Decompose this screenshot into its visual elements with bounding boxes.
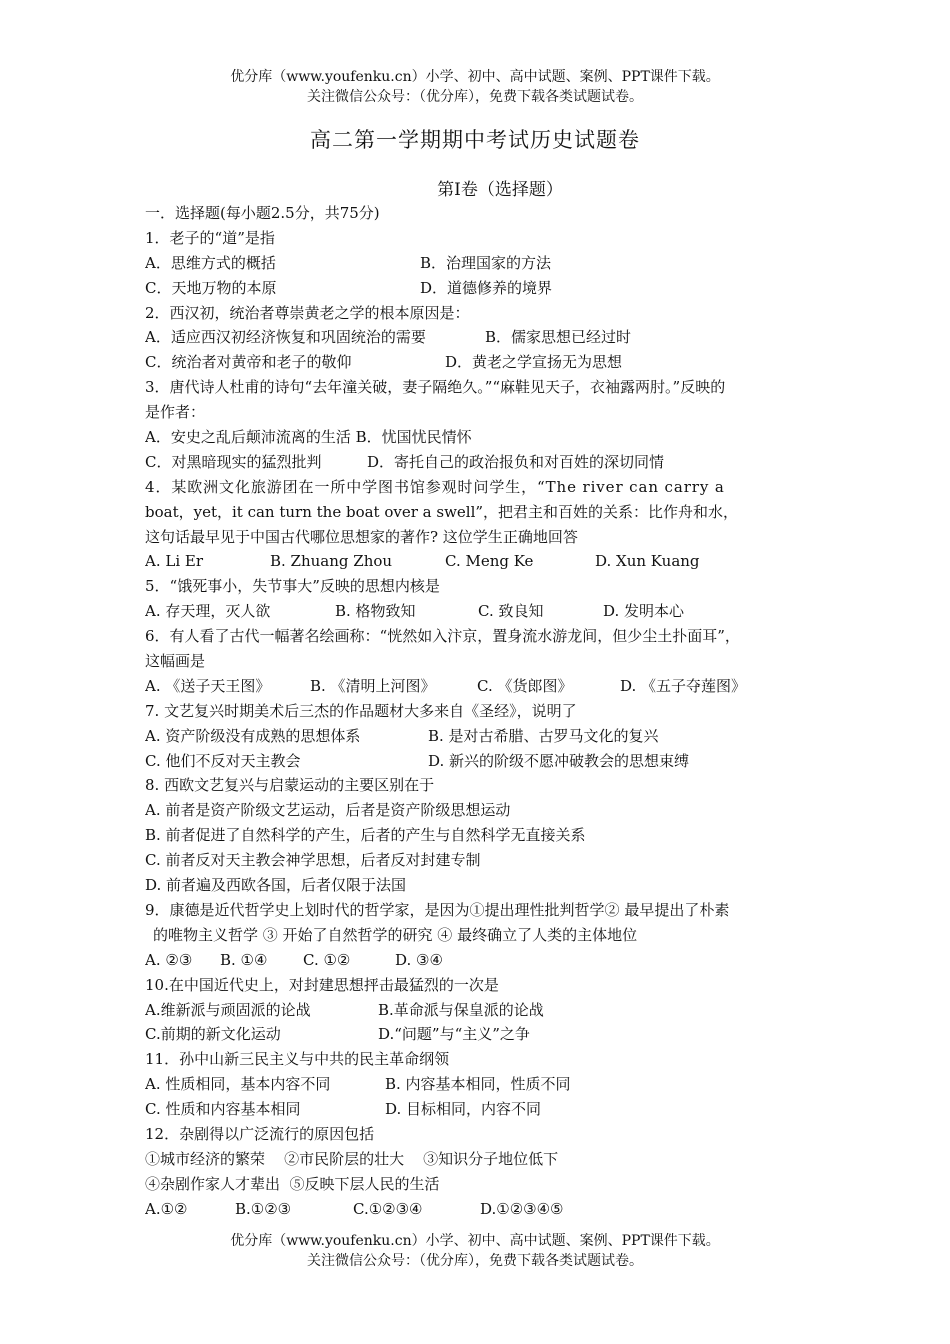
- question-6-option-a: A. 《送子天王图》: [145, 676, 271, 695]
- question-11-option-b: B. 内容基本相同，性质不同: [385, 1075, 571, 1094]
- question-11-options-row-1: [145, 1072, 810, 1097]
- question-4-stem-line-3: 这句话最早见于中国古代哪位思想家的著作? 这位学生正确地回答: [145, 527, 578, 546]
- question-12-items-line-1: ①城市经济的繁荣 ②市民阶层的壮大 ③知识分子地位低下: [145, 1149, 559, 1168]
- footer-promo-line-2: 关注微信公众号：（优分库），免费下载各类试题试卷。: [307, 1253, 643, 1269]
- question-11-options-row-2: [145, 1097, 810, 1122]
- question-1-option-c: C．天地万物的本原: [145, 278, 277, 297]
- question-2-option-a: A．适应西汉初经济恢复和巩固统治的需要: [145, 328, 426, 347]
- question-10-option-c: C.前期的新文化运动: [145, 1025, 281, 1044]
- question-10-stem: 10.在中国近代史上，对封建思想抨击最猛烈的一次是: [145, 975, 499, 994]
- question-4-options-row: [145, 549, 810, 574]
- question-9-stem-line-1: 9．康德是近代哲学史上划时代的哲学家，是因为①提出理性批判哲学② 最早提出了朴素: [145, 900, 730, 919]
- question-12-stem: 12．杂剧得以广泛流行的原因包括: [145, 1124, 375, 1143]
- question-5-option-c: C. 致良知: [478, 602, 544, 621]
- question-5-options-row: [145, 599, 810, 624]
- question-9-option-b: B. ①④: [220, 950, 268, 969]
- section-volume-title: 第Ⅰ卷（选择题）: [437, 180, 563, 200]
- question-12-options-row: [145, 1197, 810, 1222]
- question-11-option-d: D. 目标相同，内容不同: [385, 1100, 542, 1119]
- question-11-stem: 11．孙中山新三民主义与中共的民主革命纲领: [145, 1050, 450, 1069]
- question-3-option-d: D．寄托自己的政治报负和对百姓的深切同情: [367, 452, 665, 471]
- question-2-option-c: C．统治者对黄帝和老子的敬仰: [145, 353, 352, 372]
- question-3-stem-line-2: 是作者：: [145, 403, 206, 422]
- page-title: 高二第一学期期中考试历史试题卷: [310, 128, 640, 152]
- question-7-option-a: A. 资产阶级没有成熟的思想体系: [145, 726, 361, 745]
- question-2-option-d: D．黄老之学宣扬无为思想: [445, 353, 623, 372]
- question-5-stem: 5．“饿死事小，失节事大”反映的思想内核是: [145, 577, 440, 596]
- question-7-stem: 7. 文艺复兴时期美术后三杰的作品题材大多来自《圣经》，说明了: [145, 701, 577, 720]
- question-4-stem-line-1: 4．某欧洲文化旅游团在一所中学图书馆参观时问学生，“The river can carry a: [145, 477, 725, 496]
- questions-body: [145, 201, 810, 1222]
- question-8-option-b: B. 前者促进了自然科学的产生，后者的产生与自然科学无直接关系: [145, 826, 586, 845]
- question-3-option-c: C．对黑暗现实的猛烈批判: [145, 452, 322, 471]
- question-1-options-row-1: [145, 251, 810, 276]
- question-12-items-line-2: ④杂剧作家人才辈出 ⑤反映下层人民的生活: [145, 1174, 440, 1193]
- header-promo-line-2: 关注微信公众号：（优分库），免费下载各类试题试卷。: [307, 89, 643, 105]
- question-7-option-b: B. 是对古希腊、古罗马文化的复兴: [428, 726, 659, 745]
- question-12-option-b: B.①②③: [235, 1199, 292, 1218]
- question-4-stem-line-2: boat，yet，it can turn the boat over a swell”，把君主和百姓的关系：比作舟和水，: [145, 502, 739, 521]
- section-heading: 一．选择题(每小题2.5分，共75分): [145, 204, 380, 222]
- question-2-options-row-2: [145, 350, 810, 375]
- question-4-option-b: B. Zhuang Zhou: [270, 552, 393, 571]
- question-5-option-a: A. 存天理，灭人欲: [145, 602, 271, 621]
- question-7-options-row-2: [145, 749, 810, 774]
- question-10-options-row-1: [145, 998, 810, 1023]
- question-4-option-d: D. Xun Kuang: [595, 552, 700, 571]
- question-10-option-d: D.“问题”与“主义”之争: [378, 1025, 530, 1044]
- question-6-options-row: [145, 674, 810, 699]
- question-6-stem-line-2: 这幅画是: [145, 652, 206, 671]
- question-3-stem-line-1: 3．唐代诗人杜甫的诗句“去年潼关破，妻子隔绝久。”“麻鞋见天子，衣袖露两肘。”反映的: [145, 378, 726, 397]
- question-8-option-c: C. 前者反对天主教会神学思想，后者反对封建专制: [145, 851, 481, 870]
- question-8-stem: 8. 西欧文艺复兴与启蒙运动的主要区别在于: [145, 776, 435, 795]
- question-1-options-row-2: [145, 276, 810, 301]
- question-7-options-row-1: [145, 724, 810, 749]
- question-9-option-c: C. ①②: [303, 950, 351, 969]
- question-5-option-b: B. 格物致知: [335, 602, 416, 621]
- question-10-option-a: A.维新派与顽固派的论战: [145, 1000, 311, 1019]
- question-3-options-row-2: [145, 450, 810, 475]
- question-12-option-c: C.①②③④: [353, 1199, 423, 1218]
- question-10-option-b: B.革命派与保皇派的论战: [378, 1000, 544, 1019]
- question-1-option-b: B．治理国家的方法: [420, 253, 552, 272]
- question-8-option-d: D. 前者遍及西欧各国，后者仅限于法国: [145, 876, 407, 895]
- question-4-option-c: C. Meng Ke: [445, 552, 534, 571]
- question-6-option-c: C. 《货郎图》: [477, 676, 573, 695]
- question-11-option-a: A. 性质相同，基本内容不同: [145, 1075, 331, 1094]
- question-2-option-b: B．儒家思想已经过时: [485, 328, 632, 347]
- question-6-option-b: B. 《清明上河图》: [310, 676, 436, 695]
- question-6-stem-line-1: 6．有人看了古代一幅著名绘画称：“恍然如入汴京，置身流水游龙间，但少尘土扑面耳”，: [145, 627, 740, 646]
- question-7-option-c: C. 他们不反对天主教会: [145, 751, 301, 770]
- question-3-options-ab: A．安史之乱后颠沛流离的生活 B．忧国忧民情怀: [145, 428, 472, 447]
- header-promo-line-1: 优分库（www.youfenku.cn）小学、初中、高中试题、案例、PPT课件下载。: [230, 69, 720, 85]
- footer-promo-line-1: 优分库（www.youfenku.cn）小学、初中、高中试题、案例、PPT课件下载。: [230, 1233, 720, 1249]
- question-2-options-row-1: [145, 325, 810, 350]
- question-9-stem-line-2: 的唯物主义哲学 ③ 开始了自然哲学的研究 ④ 最终确立了人类的主体地位: [153, 925, 638, 944]
- question-2-stem: 2．西汉初，统治者尊崇黄老之学的根本原因是：: [145, 303, 470, 322]
- question-9-option-a: A. ②③: [145, 950, 193, 969]
- question-9-options-row: [145, 948, 810, 973]
- question-1-option-d: D．道德修养的境界: [420, 278, 553, 297]
- question-10-options-row-2: [145, 1022, 810, 1047]
- question-1-option-a: A．思维方式的概括: [145, 253, 276, 272]
- question-8-option-a: A. 前者是资产阶级文艺运动，后者是资产阶级思想运动: [145, 801, 511, 820]
- question-7-option-d: D. 新兴的阶级不愿冲破教会的思想束缚: [428, 751, 690, 770]
- question-11-option-c: C. 性质和内容基本相同: [145, 1100, 301, 1119]
- question-1-stem: 1．老子的“道”是指: [145, 228, 275, 247]
- question-12-option-a: A.①②: [145, 1199, 188, 1218]
- question-12-option-d: D.①②③④⑤: [480, 1199, 564, 1218]
- question-6-option-d: D. 《五子夺莲图》: [620, 676, 747, 695]
- question-4-option-a: A. Li Er: [145, 552, 204, 571]
- question-9-option-d: D. ③④: [395, 950, 443, 969]
- question-5-option-d: D. 发明本心: [603, 602, 685, 621]
